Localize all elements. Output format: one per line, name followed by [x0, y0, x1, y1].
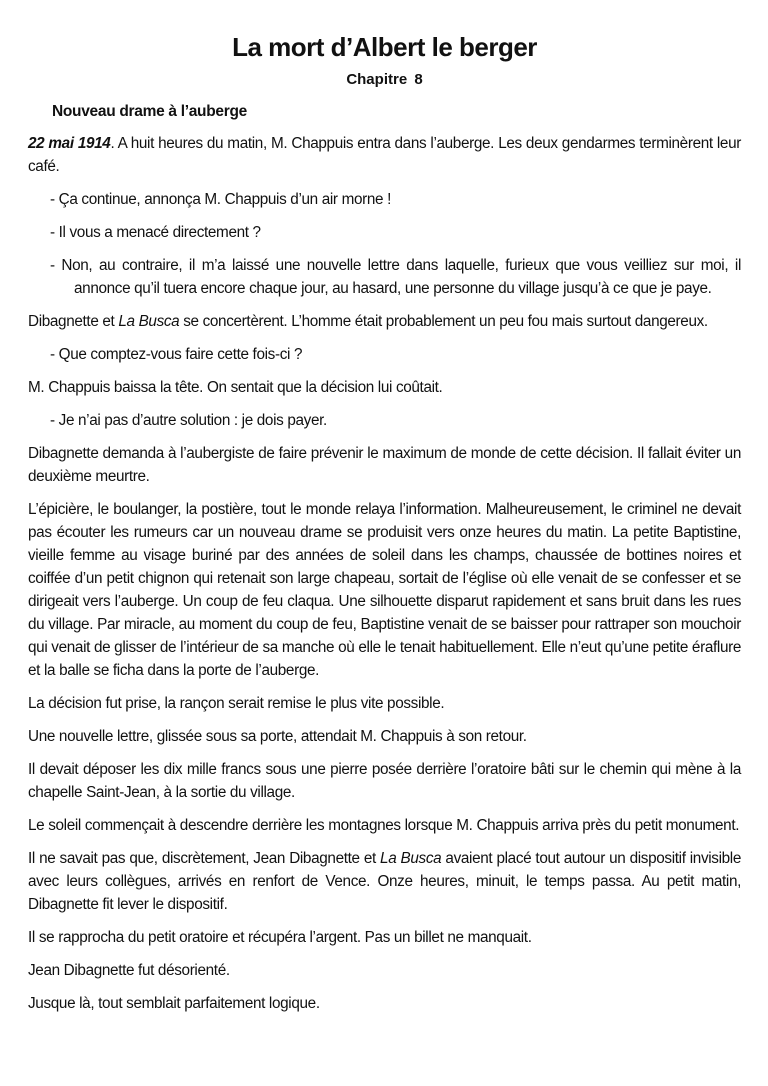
name-la-busca: La Busca [380, 850, 442, 867]
name-la-busca: La Busca [118, 313, 180, 330]
document-title: La mort d’Albert le berger [232, 32, 537, 62]
paragraph-1: 22 mai 1914. A huit heures du matin, M. Chappuis entra dans l’auberge. Les deux gendarmes terminèrent leur café. [28, 135, 741, 175]
paragraph-11: Il se rapprocha du petit oratoire et récupéra l’argent. Pas un billet ne manquait. [28, 929, 532, 946]
paragraph-5: L’épicière, le boulanger, la postière, tout le monde relaya l’information. Malheureusement, le criminel ne devait pas écouter les rumeurs car un nouveau drame se produisit vers onze heures du matin. La petite Baptistine, vieille femme au visage buriné par des années de soleil dans les champs, chaussée de bottines noires et coiffée d’un petit chignon qui retenait son large chapeau, sortait de l’église où elle venait de se confesser et se dirigeait vers l’auberge. Un coup de feu claqua. Une silhouette disparut rapidement et sans bruit dans les rues du village. Par miracle, au moment du coup de feu, Baptistine venait de se baisser pour rattraper son mouchoir qui venait de glisser de l’intérieur de sa manche où elle le tenait habituellement. Elle n’eut qu’une petite éraflure et la balle se ficha dans la porte de l’auberge. [28, 501, 741, 679]
paragraph-13: Jusque là, tout semblait parfaitement logique. [28, 995, 320, 1012]
paragraph-9: Le soleil commençait à descendre derrière les montagnes lorsque M. Chappuis arriva près du petit monument. [28, 817, 740, 834]
paragraph-8: Il devait déposer les dix mille francs sous une pierre posée derrière l’oratoire bâti sur le chemin qui mène à la chapelle Saint-Jean, à la sortie du village. [28, 761, 741, 801]
paragraph-7: Une nouvelle lettre, glissée sous sa porte, attendait M. Chappuis à son retour. [28, 728, 527, 745]
paragraph-3: M. Chappuis baissa la tête. On sentait que la décision lui coûtait. [28, 379, 443, 396]
dialog-line-5: - Je n’ai pas d’autre solution : je dois payer. [50, 412, 327, 429]
dialog-line-1: - Ça continue, annonça M. Chappuis d’un air morne ! [50, 191, 391, 208]
paragraph-10: Il ne savait pas que, discrètement, Jean Dibagnette et La Busca avaient placé tout autour un dispositif invisible avec leurs collègues, arrivés en renfort de Vence. Onze heures, minuit, le temps passa. Au petit matin, Dibagnette fit lever le dispositif. [28, 850, 742, 913]
dialog-line-4: - Que comptez-vous faire cette fois-ci ? [50, 346, 303, 363]
paragraph-2: Dibagnette et La Busca se concertèrent. L’homme était probablement un peu fou mais surtout dangereux. [28, 313, 708, 330]
section-heading: Nouveau drame à l’auberge [52, 103, 247, 120]
chapter-heading: Chapitre 8 [346, 71, 423, 88]
dialog-line-2: - Il vous a menacé directement ? [50, 224, 261, 241]
date-emphasis: 22 mai 1914 [28, 135, 111, 152]
document-page [28, 30, 741, 1015]
paragraph-12: Jean Dibagnette fut désorienté. [28, 962, 230, 979]
paragraph-4: Dibagnette demanda à l’aubergiste de faire prévenir le maximum de monde de cette décision. Il fallait éviter un deuxième meurtre. [28, 445, 741, 485]
paragraph-6: La décision fut prise, la rançon serait remise le plus vite possible. [28, 695, 445, 712]
dialog-line-3: - Non, au contraire, il m’a laissé une nouvelle lettre dans laquelle, furieux que vous veilliez sur moi, il annonce qu’il tuera encore chaque jour, au hasard, une personne du village jusqu’à ce que je paye. [50, 257, 741, 297]
